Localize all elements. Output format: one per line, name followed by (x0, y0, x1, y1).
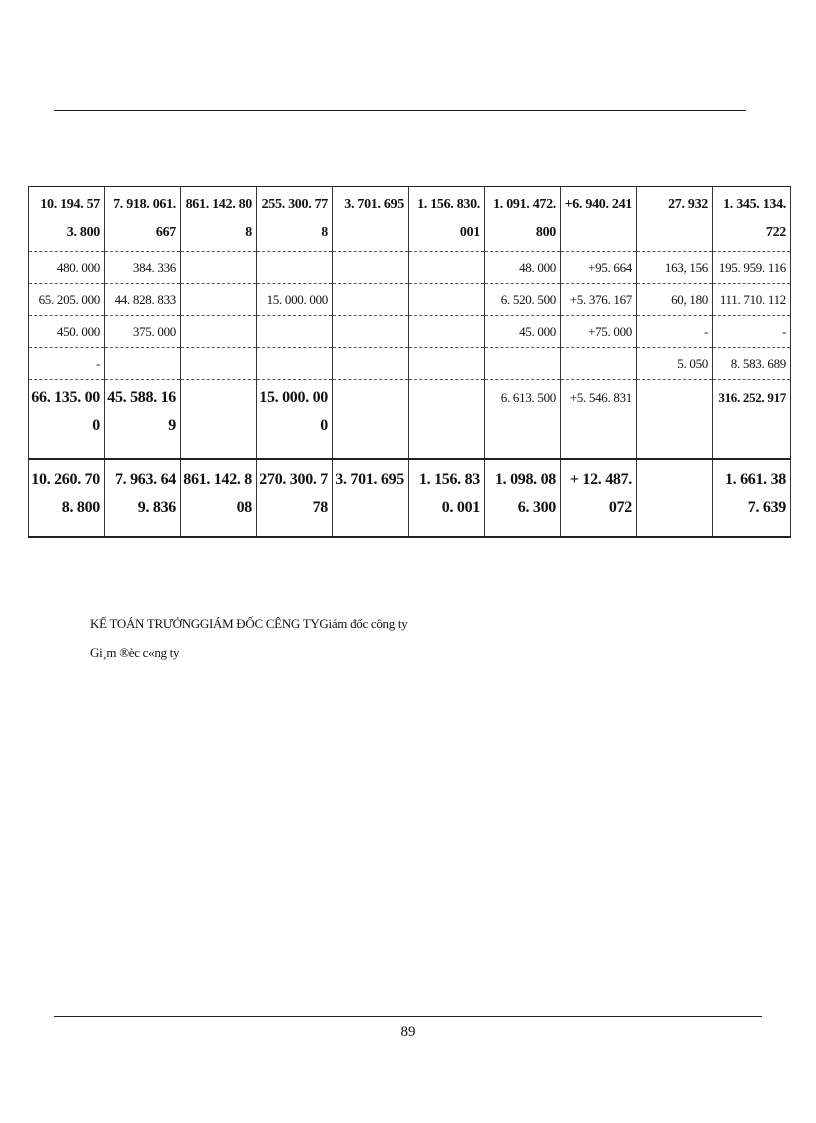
table-cell: 1. 661. 387. 639 (713, 459, 791, 537)
table-row (29, 316, 791, 348)
table-cell: 384. 336 (105, 252, 181, 284)
table-cell: 66. 135. 000 (29, 380, 105, 460)
table-cell: 375. 000 (105, 316, 181, 348)
table-row (29, 187, 791, 252)
table-cell (257, 252, 333, 284)
table-cell: +95. 664 (561, 252, 637, 284)
table-cell: 7. 918. 061. 667 (105, 187, 181, 252)
table-row (29, 252, 791, 284)
table-cell: 65. 205. 000 (29, 284, 105, 316)
table-cell: 861. 142. 808 (181, 459, 257, 537)
table-cell (333, 316, 409, 348)
table-cell: 60, 180 (637, 284, 713, 316)
table-cell (333, 380, 409, 460)
table-cell (409, 380, 485, 460)
footer-rule (54, 1016, 762, 1017)
header-rule (54, 110, 746, 111)
signature-line: KẾ TOÁN TRƯỞNGGIÁM ĐỐC CÊNG TYGiám đốc công ty (90, 616, 408, 631)
table-row (29, 348, 791, 380)
table-cell (485, 348, 561, 380)
subtotal-row (29, 380, 791, 460)
table-cell (409, 316, 485, 348)
table-cell: 6. 520. 500 (485, 284, 561, 316)
table-cell: 255. 300. 778 (257, 187, 333, 252)
table-cell: 10. 260. 708. 800 (29, 459, 105, 537)
table-cell: 111. 710. 112 (713, 284, 791, 316)
total-row (29, 459, 791, 537)
table-cell (409, 284, 485, 316)
table-cell: 6. 613. 500 (485, 380, 561, 460)
table-cell: 1. 091. 472. 800 (485, 187, 561, 252)
table-cell: - (29, 348, 105, 380)
table-cell: - (713, 316, 791, 348)
table-cell: 44. 828. 833 (105, 284, 181, 316)
table-cell: +75. 000 (561, 316, 637, 348)
table-cell: 316. 252. 917 (713, 380, 791, 460)
table-cell (637, 380, 713, 460)
table-cell: 8. 583. 689 (713, 348, 791, 380)
table-cell (409, 252, 485, 284)
table-cell: 480. 000 (29, 252, 105, 284)
table-cell: 10. 194. 573. 800 (29, 187, 105, 252)
table-cell (257, 316, 333, 348)
table-cell (105, 348, 181, 380)
table-cell: +5. 376. 167 (561, 284, 637, 316)
table-cell (409, 348, 485, 380)
table-cell: 15. 000. 000 (257, 380, 333, 460)
page-number: 89 (400, 1024, 416, 1040)
table-cell: 1. 345. 134. 722 (713, 187, 791, 252)
table-cell: 450. 000 (29, 316, 105, 348)
table-cell (181, 252, 257, 284)
table-cell: 1. 156. 830. 001 (409, 459, 485, 537)
table-cell: 15. 000. 000 (257, 284, 333, 316)
table-cell (181, 380, 257, 460)
table-cell: +6. 940. 241 (561, 187, 637, 252)
table-cell: 163, 156 (637, 252, 713, 284)
table-cell: - (637, 316, 713, 348)
table-cell: 3. 701. 695 (333, 459, 409, 537)
table-cell: 45. 000 (485, 316, 561, 348)
table-cell: 1. 156. 830. 001 (409, 187, 485, 252)
table-cell (181, 316, 257, 348)
table-cell: 270. 300. 778 (257, 459, 333, 537)
table-cell: +5. 546. 831 (561, 380, 637, 460)
table-cell (181, 348, 257, 380)
table-cell: + 12. 487. 072 (561, 459, 637, 537)
table-cell (257, 348, 333, 380)
table-cell (333, 252, 409, 284)
table-cell: 27. 932 (637, 187, 713, 252)
table-cell (333, 284, 409, 316)
table-cell: 48. 000 (485, 252, 561, 284)
table-cell: 1. 098. 086. 300 (485, 459, 561, 537)
table-cell: 45. 588. 169 (105, 380, 181, 460)
signature-line-garbled: Gi¸m ®èc c«ng ty (90, 645, 180, 660)
table-cell (561, 348, 637, 380)
table-cell (637, 459, 713, 537)
table-cell: 3. 701. 695 (333, 187, 409, 252)
ledger-table (28, 186, 791, 538)
table-row (29, 284, 791, 316)
table-cell: 861. 142. 808 (181, 187, 257, 252)
table-cell: 7. 963. 649. 836 (105, 459, 181, 537)
table-cell (181, 284, 257, 316)
table-cell (333, 348, 409, 380)
table-cell: 195. 959. 116 (713, 252, 791, 284)
table-cell: 5. 050 (637, 348, 713, 380)
